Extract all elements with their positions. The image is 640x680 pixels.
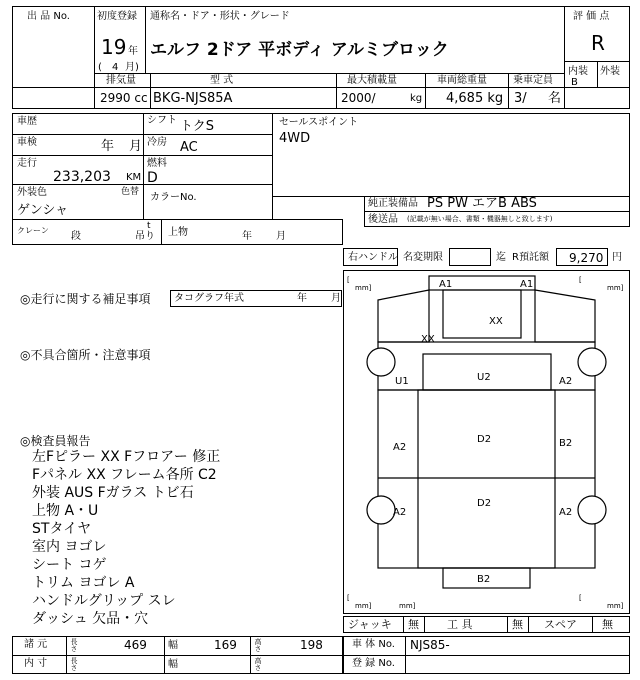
handle-cell: [343, 248, 398, 266]
tire-mm-rl2: mm]: [399, 602, 416, 610]
equipment-cell: [364, 196, 630, 212]
mark-a1-right: A1: [520, 279, 534, 290]
dims-v3: [250, 636, 251, 674]
displacement-label: 排気量: [106, 75, 136, 86]
tire-bracket-rr: [: [579, 594, 582, 602]
mark-u1: U1: [395, 376, 409, 387]
first-reg-label: 初度登録: [97, 11, 137, 22]
sales-point-label: セールスポイント: [279, 117, 359, 128]
spec-div-2: [336, 73, 337, 109]
eval-label: 評 価 点: [573, 11, 610, 22]
right-door-outline: [535, 290, 595, 342]
history-cell: [12, 113, 144, 135]
inspection-cell: [12, 134, 144, 156]
shift-label: シフト: [147, 115, 177, 126]
recycle-label: R預託額: [512, 252, 549, 263]
tacho-box: [170, 290, 342, 307]
dims-v2: [164, 636, 165, 674]
tools-label: 工 具: [447, 618, 473, 631]
mark-b2-right-mid: B2: [559, 438, 573, 449]
inspection-label: 車検: [17, 137, 37, 148]
gross-weight-value: 4,685 kg: [446, 91, 504, 106]
tacho-year: 年: [297, 293, 307, 304]
color-value: ゲンシャ: [17, 203, 69, 218]
inspector-line: 左Fピラー XX Fフロアー 修正: [32, 449, 221, 465]
height-value: 198: [300, 638, 323, 652]
recycle-unit: 円: [612, 252, 622, 263]
rear-left-wheel: [367, 496, 395, 524]
ac-cell: [143, 134, 273, 156]
length-value: 469: [124, 638, 147, 652]
mark-d2-low: D2: [477, 498, 492, 509]
inspector-line: Fパネル XX フレーム各所 C2: [32, 467, 217, 483]
mark-u2: U2: [477, 372, 491, 383]
reg-month: 4: [112, 62, 119, 73]
chassis-value: NJS85-: [410, 638, 450, 652]
inspection-month: 月: [129, 139, 143, 154]
front-right-wheel: [578, 348, 606, 376]
inspector-line: 外装 AUS Fガラス トビ石: [32, 485, 194, 501]
inspector-line: ハンドルグリップ スレ: [32, 593, 176, 609]
recycle-amount: 9,270: [569, 251, 604, 265]
inspection-year: 年: [101, 139, 115, 154]
tacho-label: タコグラフ年式: [174, 293, 244, 304]
color-no-label: カラーNo.: [150, 192, 197, 203]
jack-label: ジャッキ: [348, 618, 392, 631]
cargo-bed-outline: [378, 390, 595, 568]
tire-bracket-rl: [: [347, 594, 350, 602]
jack-value: 無: [408, 618, 419, 631]
inspector-line: シート コゲ: [32, 557, 107, 573]
upper-label: 上物: [168, 227, 188, 238]
int-label: 内装: [568, 66, 588, 77]
mark-a2-left-mid: A2: [393, 442, 407, 453]
reg-month-open: (: [98, 62, 102, 73]
tools-div-4: [528, 616, 529, 633]
mark-a1-left: A1: [439, 279, 453, 290]
tire-mm-fl: mm]: [355, 284, 372, 292]
ac-value: AC: [180, 140, 198, 155]
history-label: 車歴: [17, 116, 37, 127]
spec-dims-label: 諸 元: [24, 639, 48, 650]
sales-point-cell: [272, 113, 630, 197]
tire-mm-rl: mm]: [355, 602, 372, 610]
tools-value: 無: [512, 618, 523, 631]
spec-div-1: [150, 73, 151, 109]
vehicle-title: エルフ 2ドア 平ボディ アルミブロック: [150, 40, 449, 60]
eval-cell: [564, 6, 630, 88]
shift-cell: [143, 113, 273, 135]
tire-bracket-fl: [: [347, 276, 350, 284]
spare-label: スペア: [544, 618, 577, 631]
front-left-wheel: [367, 348, 395, 376]
int-width-label: 幅: [168, 659, 178, 670]
inspector-line: STタイヤ: [32, 521, 92, 537]
mark-xx-roof: XX: [489, 316, 503, 327]
upper-cell: [161, 219, 343, 245]
lot-cell: [12, 6, 95, 88]
name-change-label: 名変期限: [403, 252, 443, 263]
color-no-cell: [143, 184, 273, 220]
int-length-label: 長さ: [70, 657, 78, 671]
defects-label: ◎不具合箇所・注意事項: [20, 348, 151, 362]
chassis-vline: [405, 636, 406, 674]
chassis-hline: [343, 655, 630, 656]
dims-hline: [12, 655, 343, 656]
spec-div-4: [508, 73, 509, 109]
mileage-value: 233,203: [53, 169, 111, 185]
crane-label: クレーン: [17, 226, 49, 235]
tools-div-3: [507, 616, 508, 633]
model-label: 型 式: [210, 75, 234, 86]
capacity-unit: 名: [548, 91, 562, 106]
eval-vdivider: [597, 61, 598, 87]
name-label: 通称名・ドア・形状・グレード: [150, 11, 290, 22]
later-label: 後送品: [368, 214, 398, 225]
handle-value: 右ハンドル: [348, 252, 398, 263]
deadline-unit: 迄: [496, 252, 506, 263]
windshield-outline: [443, 290, 521, 338]
ac-label: 冷房: [147, 137, 167, 148]
first-reg-cell: [94, 6, 146, 74]
spec-label-row: [94, 73, 565, 88]
tools-div-5: [592, 616, 593, 633]
gross-weight-label: 車両総重量: [437, 75, 487, 86]
crane-step: 段: [71, 231, 81, 242]
crane-lift: 吊り: [135, 231, 155, 242]
mark-a2-left-low: A2: [393, 507, 407, 518]
shift-value: トクS: [180, 119, 214, 134]
tacho-month: 月: [331, 293, 341, 304]
dims-v1: [66, 636, 67, 674]
color-label: 外装色: [17, 187, 47, 198]
tools-div-1: [403, 616, 404, 633]
fuel-value: D: [147, 170, 158, 186]
mileage-cell: [12, 155, 144, 185]
spare-value: 無: [602, 618, 613, 631]
upper-year: 年: [242, 231, 252, 242]
tire-bracket-fr: [: [579, 276, 582, 284]
max-load-label: 最大積載量: [347, 75, 397, 86]
color-cell: [12, 184, 144, 220]
fuel-cell: [143, 155, 273, 185]
upper-month: 月: [276, 231, 286, 242]
capacity-label: 乗車定員: [513, 75, 553, 86]
length-label: 長さ: [70, 638, 78, 652]
tire-mm-rr: mm]: [607, 602, 624, 610]
vehicle-diagram: [343, 270, 630, 614]
reg-year: 19: [101, 35, 127, 59]
spec-div-3: [425, 73, 426, 109]
inspector-line: 室内 ヨゴレ: [32, 539, 107, 555]
width-label: 幅: [168, 640, 178, 651]
driving-remarks-label: ◎走行に関する補足事項: [20, 292, 151, 306]
interior-label: 内 寸: [24, 658, 48, 669]
inspector-line: トリム ヨゴレ A: [32, 575, 135, 591]
sales-point-value: 4WD: [279, 131, 311, 146]
mark-a2-right-top: A2: [559, 376, 573, 387]
equipment-label: 純正装備品: [368, 198, 418, 209]
model-value: BKG-NJS85A: [153, 91, 233, 106]
height-label: 高さ: [254, 638, 262, 652]
mark-xx-front: XX: [421, 334, 435, 345]
mileage-unit: KM: [126, 172, 142, 183]
later-note: (記載が無い場合、書類・機器無しと致します): [407, 215, 553, 223]
lot-label: 出 品 No.: [27, 11, 70, 22]
capacity-value: 3/: [514, 91, 527, 106]
mark-d2-mid: D2: [477, 434, 492, 445]
color-change-mark: 色替: [121, 187, 140, 197]
eval-bottom: [564, 87, 630, 109]
crane-cell: [12, 219, 162, 245]
max-load-unit: kg: [410, 93, 423, 104]
lot-bottom: [12, 87, 95, 109]
mark-a2-right-low: A2: [559, 507, 573, 518]
reg-no-label: 登 録 No.: [352, 658, 395, 669]
width-value: 169: [214, 638, 237, 652]
int-height-label: 高さ: [254, 657, 262, 671]
name-cell: [145, 6, 565, 74]
crane-t: t: [147, 221, 151, 231]
mileage-label: 走行: [17, 158, 37, 169]
int-grade: B: [571, 77, 578, 88]
mark-b2-bottom: B2: [477, 574, 491, 585]
displacement-value: 2990 cc: [100, 91, 148, 105]
ext-label: 外装: [600, 66, 620, 77]
equipment-value: PS PW エアB ABS: [427, 196, 537, 211]
bed-floor-outline: [418, 390, 555, 568]
inspector-line: 上物 A・U: [32, 503, 99, 519]
reg-month-unit: 月): [125, 62, 139, 73]
rear-right-wheel: [578, 496, 606, 524]
inspector-line: ダッシュ 欠品・穴: [32, 611, 149, 627]
tire-mm-fr: mm]: [607, 284, 624, 292]
max-load-value: 2000/: [341, 91, 376, 105]
inspector-label: ◎検査員報告: [20, 434, 91, 448]
later-cell: [364, 211, 630, 227]
eval-score: R: [591, 31, 605, 55]
fuel-label: 燃料: [147, 158, 167, 169]
chassis-label: 車 体 No.: [352, 639, 395, 650]
reg-year-unit: 年: [128, 46, 138, 57]
deadline-box: [449, 248, 491, 266]
recycle-box: [556, 248, 608, 266]
tools-div-2: [424, 616, 425, 633]
